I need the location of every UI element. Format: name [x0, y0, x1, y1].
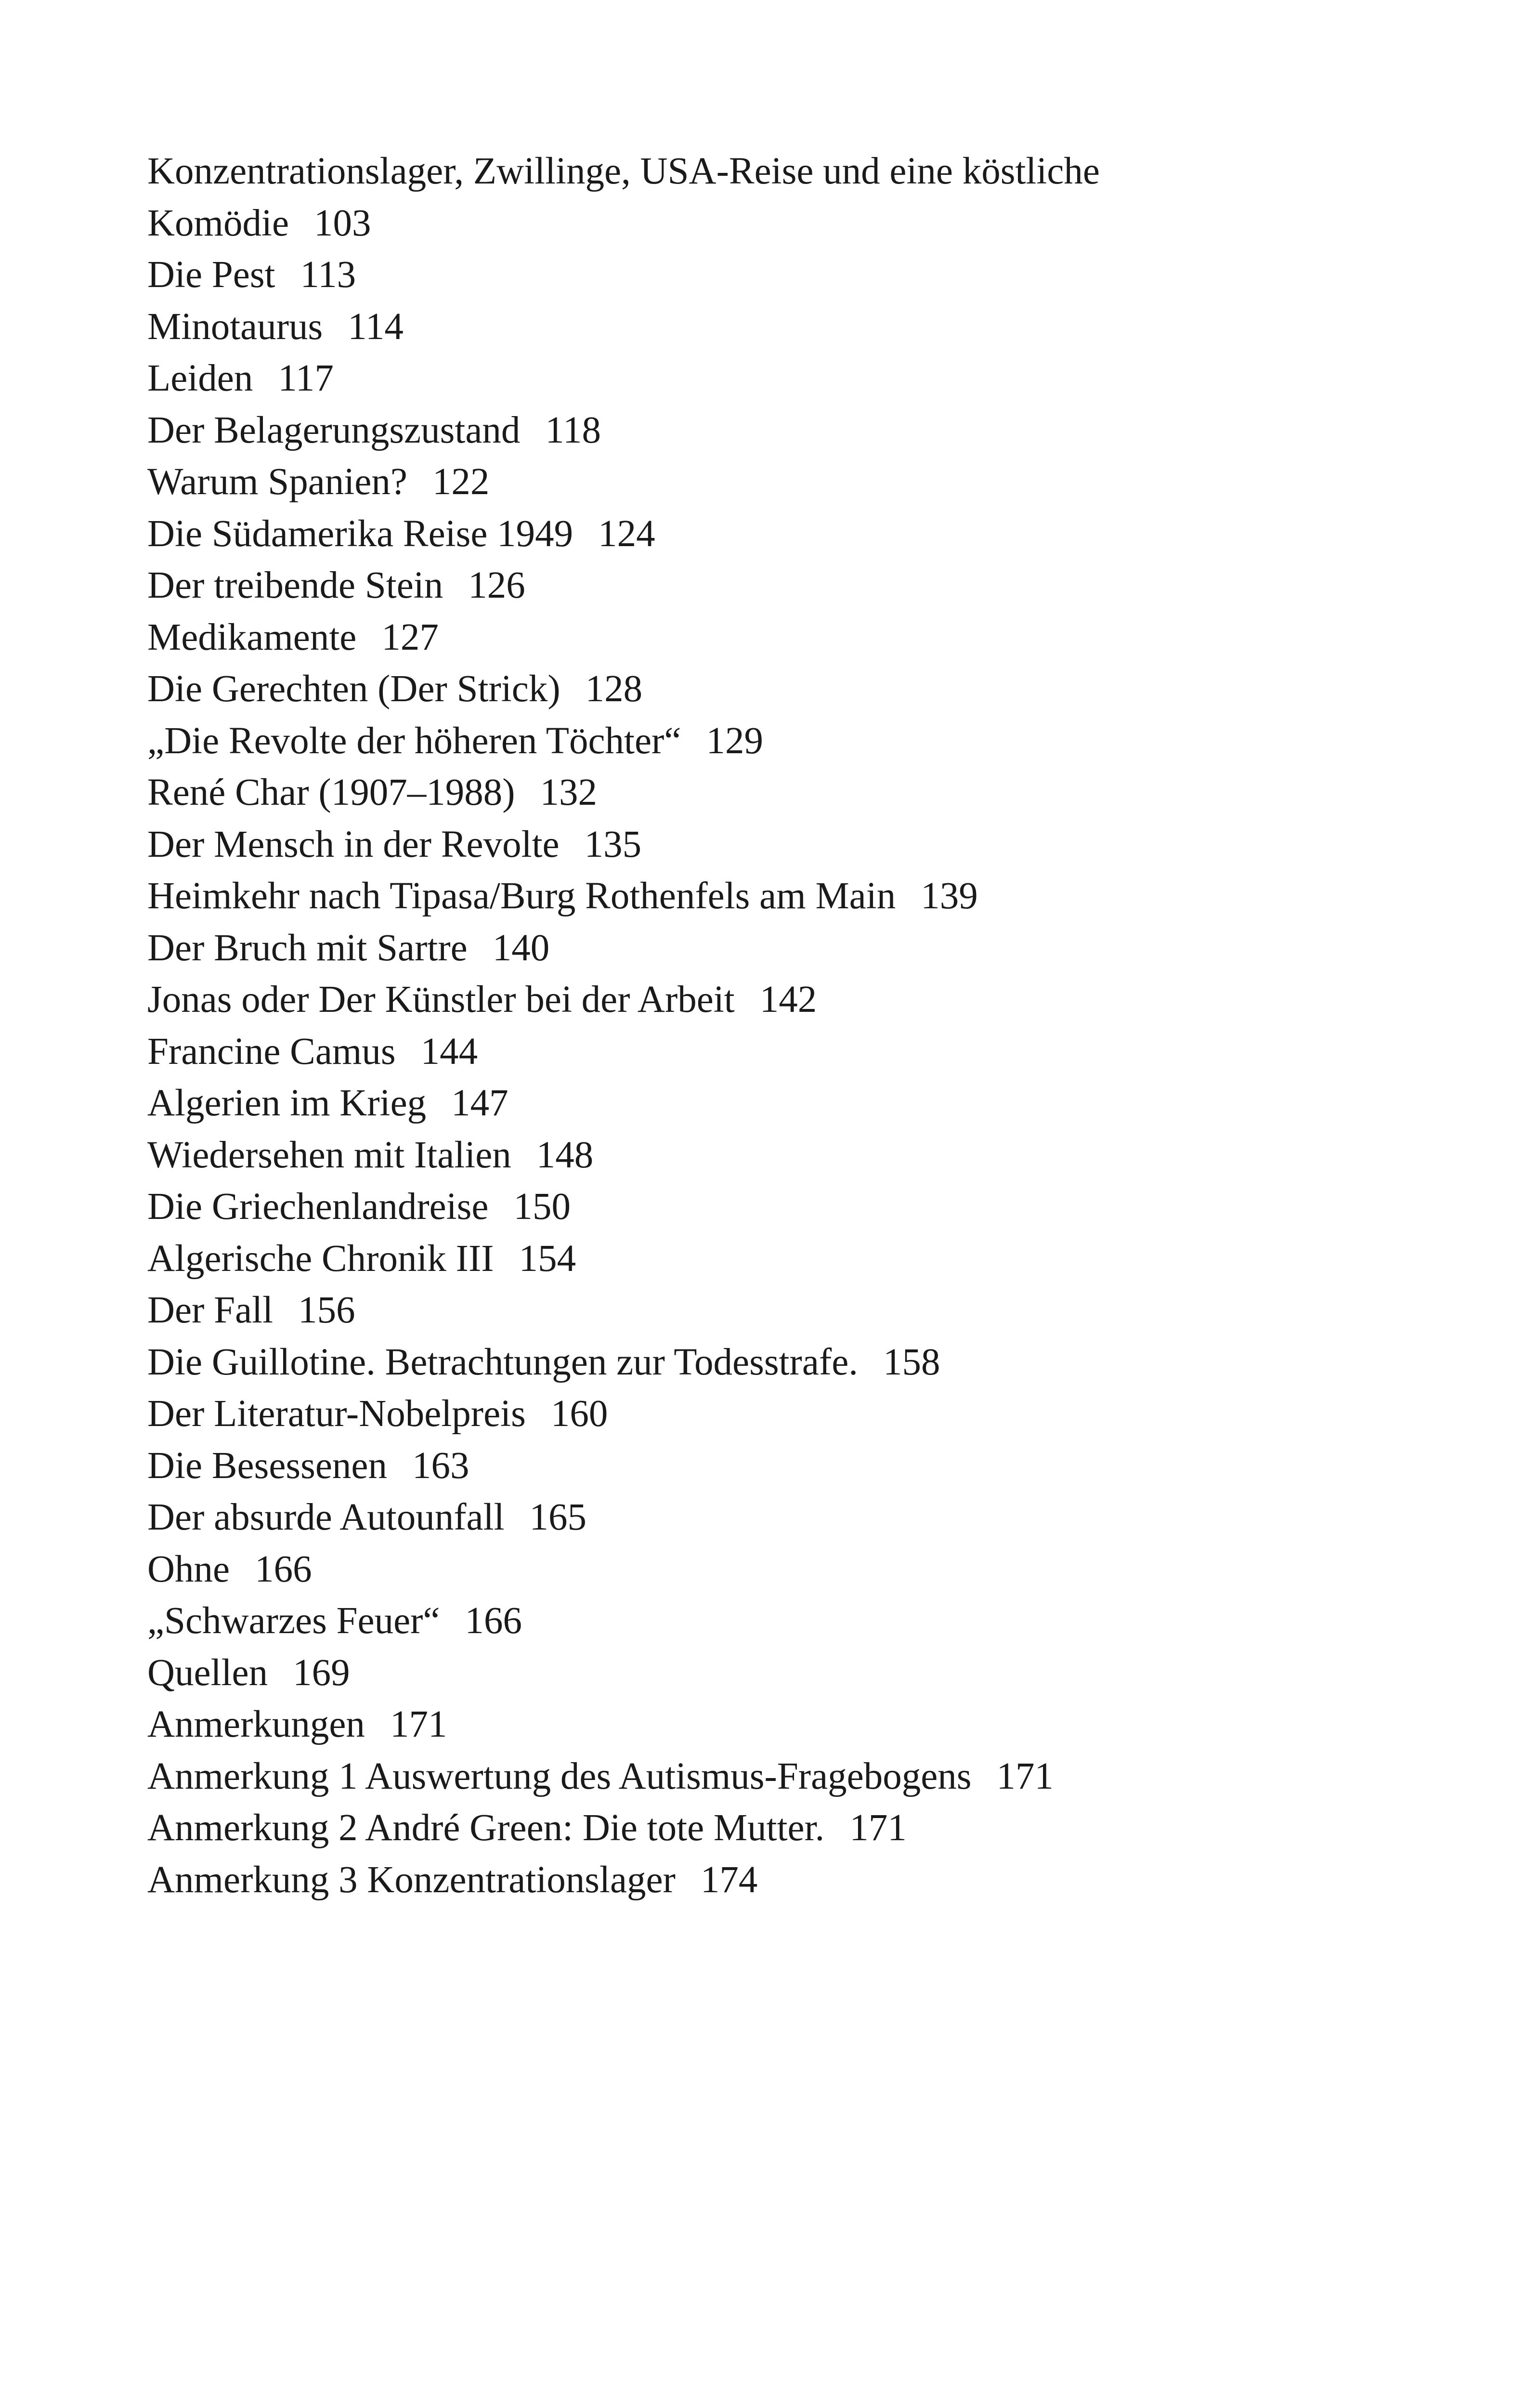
toc-entry — [147, 1751, 1447, 1803]
toc-entry — [147, 508, 1447, 560]
toc-entry-page-number: 166 — [255, 1548, 312, 1590]
toc-entry — [147, 1440, 1447, 1492]
toc-entry-title: Anmerkung 1 Auswertung des Autismus-Fragebogens — [147, 1755, 972, 1797]
toc-entry-page-number: 144 — [420, 1030, 478, 1073]
toc-entry-title: Die Griechenlandreise — [147, 1186, 489, 1228]
toc-entry-title: Der Belagerungszustand — [147, 409, 521, 451]
toc-entry-title: Ohne — [147, 1548, 230, 1590]
toc-entry-title: Francine Camus — [147, 1030, 396, 1073]
toc-entry-page-number: 103 — [314, 202, 371, 244]
toc-entry-title: Minotaurus — [147, 305, 323, 348]
toc-entry-page-number: 150 — [513, 1186, 571, 1228]
toc-entry — [147, 405, 1447, 457]
toc-entry-title: Der absurde Autounfall — [147, 1496, 505, 1538]
toc-entry-page-number: 158 — [883, 1341, 940, 1383]
toc-entry-page-number: 117 — [278, 357, 334, 399]
toc-entry — [147, 1802, 1447, 1854]
toc-entry-title: Leiden — [147, 357, 253, 399]
toc-entry-page-number: 122 — [432, 461, 490, 503]
toc-entry — [147, 249, 1447, 301]
toc-entry-title: Die Gerechten (Der Strick) — [147, 668, 560, 710]
toc-entry-title: Warum Spanien? — [147, 461, 407, 503]
toc-entry-page-number: 163 — [412, 1444, 469, 1487]
toc-entry-page-number: 166 — [465, 1600, 522, 1642]
toc-entry-page-number: 154 — [519, 1237, 576, 1280]
toc-entry — [147, 1544, 1447, 1596]
toc-entry-page-number: 156 — [298, 1289, 355, 1331]
toc-entry-title: Heimkehr nach Tipasa/Burg Rothenfels am Main — [147, 875, 896, 917]
toc-entry-page-number: 174 — [700, 1858, 758, 1901]
toc-entry — [147, 1388, 1447, 1440]
toc-entry-title: Quellen — [147, 1651, 268, 1694]
toc-entry-title: Jonas oder Der Künstler bei der Arbeit — [147, 979, 735, 1021]
toc-entry-page-number: 160 — [550, 1393, 608, 1435]
toc-entry-page-number: 128 — [585, 668, 643, 710]
toc-entry — [147, 922, 1447, 974]
toc-entry — [147, 1595, 1447, 1647]
toc-entry-page-number: 127 — [381, 616, 439, 658]
toc-entry-continuation — [147, 145, 1447, 197]
toc-entry — [147, 767, 1447, 819]
toc-entry — [147, 353, 1447, 405]
toc-entry — [147, 870, 1447, 922]
toc-entry-page-number: 171 — [996, 1755, 1054, 1797]
toc-entry-page-number: 142 — [759, 979, 817, 1021]
toc-entry-title: René Char (1907–1988) — [147, 772, 515, 813]
toc-entry-title: Anmerkungen — [147, 1703, 365, 1745]
toc-entry-title: Der treibende Stein — [147, 564, 443, 606]
toc-entry-title: Konzentrationslager, Zwillinge, USA-Reise und eine köstliche — [147, 150, 1100, 192]
toc-entry-page-number: 124 — [598, 512, 655, 555]
toc-entry — [147, 560, 1447, 612]
toc-entry-page-number: 129 — [706, 720, 763, 762]
toc-entry — [147, 1647, 1447, 1699]
toc-entry-title: Algerische Chronik III — [147, 1237, 494, 1280]
toc-entry — [147, 1699, 1447, 1751]
toc-entry-page-number: 169 — [293, 1651, 350, 1694]
toc-entry-title: Der Fall — [147, 1289, 274, 1331]
toc-entry — [147, 612, 1447, 664]
toc-entry-page-number: 126 — [468, 564, 525, 606]
toc-entry-page-number: 114 — [348, 305, 404, 348]
toc-entry — [147, 197, 1447, 249]
toc-entry-page-number: 171 — [390, 1703, 447, 1745]
toc-entry — [147, 1181, 1447, 1233]
toc-entry-title: Der Bruch mit Sartre — [147, 927, 468, 969]
toc-entry-title: „Die Revolte der höheren Töchter“ — [147, 720, 681, 762]
toc-entry-title: Die Besessenen — [147, 1444, 387, 1487]
table-of-contents — [147, 145, 1447, 1906]
toc-entry — [147, 1492, 1447, 1544]
toc-entry-title: Der Literatur-Nobelpreis — [147, 1393, 526, 1435]
toc-entry-title: Anmerkung 3 Konzentrationslager — [147, 1858, 676, 1901]
toc-entry-page-number: 165 — [529, 1496, 587, 1538]
toc-entry-title: Der Mensch in der Revolte — [147, 823, 560, 865]
toc-entry — [147, 974, 1447, 1026]
toc-entry — [147, 715, 1447, 767]
toc-entry-page-number: 171 — [849, 1807, 907, 1849]
toc-entry — [147, 1233, 1447, 1285]
toc-entry — [147, 1854, 1447, 1906]
toc-entry-page-number: 147 — [451, 1082, 508, 1124]
toc-entry — [147, 1129, 1447, 1181]
toc-entry-title: „Schwarzes Feuer“ — [147, 1600, 440, 1642]
toc-entry-title: Anmerkung 2 André Green: Die tote Mutter. — [147, 1807, 825, 1849]
toc-entry-page-number: 132 — [540, 772, 597, 813]
toc-entry-page-number: 148 — [536, 1134, 594, 1176]
toc-entry-title: Wiedersehen mit Italien — [147, 1134, 511, 1176]
toc-entry — [147, 1077, 1447, 1129]
toc-entry-title: Medikamente — [147, 616, 357, 658]
toc-entry-title: Komödie — [147, 202, 289, 244]
toc-entry-page-number: 113 — [300, 254, 356, 296]
toc-entry-title: Algerien im Krieg — [147, 1082, 427, 1124]
toc-entry-title: Die Pest — [147, 254, 275, 296]
toc-entry-page-number: 135 — [584, 823, 642, 865]
toc-entry — [147, 819, 1447, 871]
toc-entry-page-number: 139 — [921, 875, 978, 917]
toc-entry — [147, 1026, 1447, 1078]
toc-entry-title: Die Südamerika Reise 1949 — [147, 512, 573, 555]
toc-entry-page-number: 140 — [492, 927, 550, 969]
toc-entry — [147, 1336, 1447, 1388]
toc-entry-title: Die Guillotine. Betrachtungen zur Todesstrafe. — [147, 1341, 859, 1383]
toc-entry — [147, 1284, 1447, 1336]
toc-entry-page-number: 118 — [545, 409, 601, 451]
toc-entry — [147, 456, 1447, 508]
toc-entry — [147, 663, 1447, 715]
toc-entry — [147, 301, 1447, 353]
